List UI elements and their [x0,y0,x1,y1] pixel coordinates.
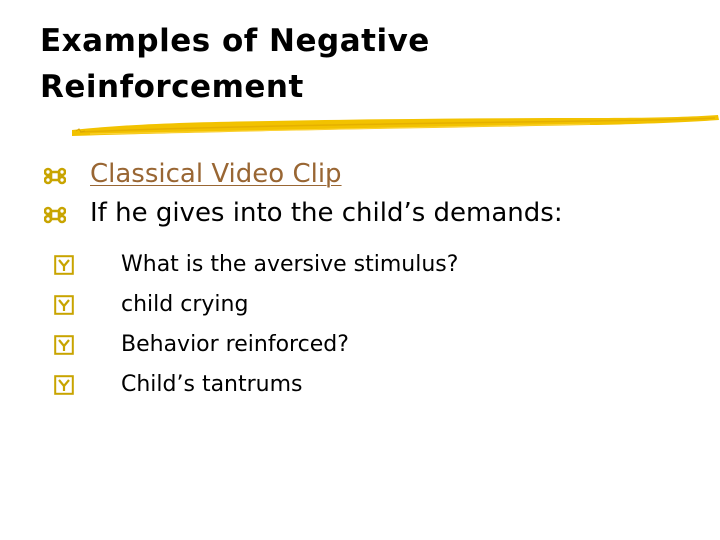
checkbox-y-icon [54,255,74,275]
sub-bullet-list [54,245,674,405]
sub-bullet-text: Behavior reinforced? [121,332,349,357]
checkbox-y-icon [54,335,74,355]
checkbox-y-icon [54,375,74,395]
sub-bullet-text: What is the aversive stimulus? [121,252,459,277]
classical-video-clip-link[interactable]: Classical Video Clip [90,159,342,189]
bullet-item-video-clip [44,155,704,194]
title-line-2: Reinforcement [40,69,304,105]
sub-bullet-item [54,365,674,405]
brush-stroke-divider [70,112,720,142]
command-key-icon [44,205,66,225]
sub-bullet-item [54,325,674,365]
slide-title [40,18,680,110]
sub-bullet-text: Child’s tantrums [121,372,303,397]
bullet-text: If he gives into the child’s demands: [90,198,563,228]
title-line-1: Examples of Negative [40,23,430,59]
sub-bullet-item [54,285,674,325]
bullet-item-demands [44,194,704,233]
sub-bullet-text: child crying [121,292,249,317]
command-key-icon [44,166,66,186]
sub-bullet-item [54,245,674,285]
bullet-list [44,155,704,233]
checkbox-y-icon [54,295,74,315]
